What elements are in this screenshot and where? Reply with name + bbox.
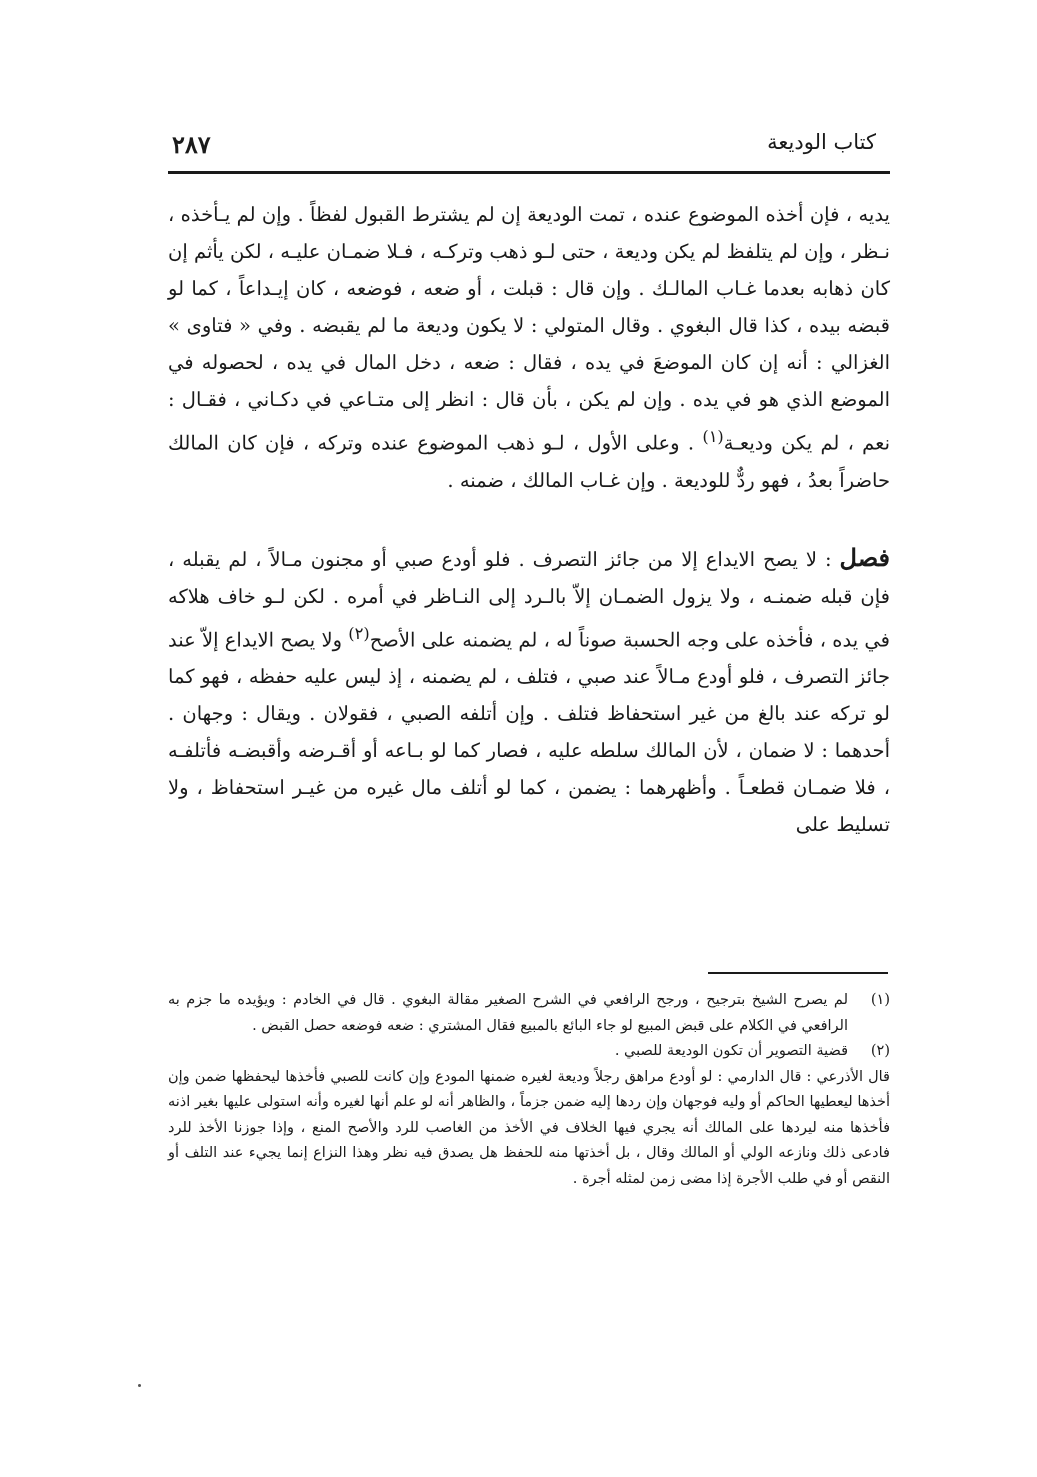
footnote-1-text: لم يصرح الشيخ بترجيح ، ورجح الرافعي في الشرح الصغير مقالة البغوي . قال في الخادم : ويؤيده ما جزم به الرافعي في الكلام على قبض المبيع لو جاء البائع بالمبيع فقال المشتري : ضعه فوضعه حصل القبض . <box>168 992 848 1034</box>
paragraph-1-end: . وعلى الأول ، لـو ذهب الموضوع عنده وتركه ، فإن كان المالك حاضراً بعدُ ، فهو ردٌّ للوديعة . وإن غـاب المالك ، ضمنه . <box>168 431 890 492</box>
header-divider <box>168 171 890 174</box>
page-speck <box>138 1384 141 1387</box>
paragraph-2-end: ولا يصح الايداع إلاّ عند جائز التصرف ، فلو أودع مـالاً عند صبي ، فتلف ، لم يضمنه ، إذ ليس عليه حفظه ، فهو كما لو تركه عند بالغ من غير استحفاظ فتلف . وإن أتلفه الصبي ، فقولان . ويقال : وجهان . أحدهما : لا ضمان ، لأن المالك سلطه عليه ، فصار كما لو بـاعه أو أقـرضه وأقبضـه فأتلفـه ، فلا ضمـان قطعـاً . وأظهرهما : يضمن ، كما لو أتلف مال غيره من غيـر استحفاظ ، ولا تسليط على <box>168 628 890 836</box>
footnote-ref-2: (٢) <box>348 623 370 643</box>
paragraph-2-text: : لا يصح الايداع إلا من جائز التصرف . فلو أودع صبي أو مجنون مـالاً ، لم يقبله ، فإن قبله ضمنـه ، ولا يزول الضمـان إلاّ بالـرد إلى النـاظر في أمره . لكن لـو خاف هلاكه في يده ، فأخذه على وجه الحسبة صوناً له ، لم يضمنه على الأصح <box>168 547 890 651</box>
footnote-1-number: (١) <box>870 992 890 1008</box>
footnote-2-text: قضية التصوير أن تكون الوديعة للصبي . <box>614 1043 848 1059</box>
footnote-ref-1: (١) <box>702 427 724 446</box>
page-number: ٢٨٧ <box>172 130 211 159</box>
paragraph-1 <box>168 196 890 499</box>
chapter-title: كتاب الوديعة <box>767 130 876 154</box>
footnote-divider <box>708 972 888 974</box>
main-text <box>168 196 890 843</box>
footnote-2-continuation: قال الأذرعي : قال الدارمي : لو أودع مراهق رجلاً وديعة لغيره ضمنها المودع وإن كانت للصبي فأخذها ليحفظها ضمن وإن أخذها ليعطيها الحاكم أو وليه فوجهان وإن ردها إليه ضمن جزماً ، والظاهر أنه لو علم أنها لغيره وأنه استولى عليها بغير اذنه فأخذها منه ليردها على المالك أنه يجري فيها الخلاف في الأخذ من الغاصب للرد والأصح المنع ، وإذا جوزنا الأخذ للرد فادعى ذلك ونازعه الولي أو المالك وقال ، بل أخذتها منه للحفظ هل يصدق فيه نظر وهذا النزاع إنما يجيء عند التلف أو النقص أو في طلب الأجرة إذا مضى زمن لمثله أجرة . <box>168 1068 890 1187</box>
footnote-2-number: (٢) <box>870 1043 890 1059</box>
footnotes <box>168 988 890 1192</box>
section-heading-fasl: فصل <box>839 542 890 572</box>
page-header <box>168 128 888 168</box>
footnote-1 <box>168 988 890 1039</box>
footnote-2 <box>168 1039 890 1065</box>
paragraph-2 <box>168 539 890 844</box>
paragraph-1-text: يديه ، فإن أخذه الموضوع عنده ، تمت الوديعة إن لم يشترط القبول لفظاً . وإن لم يـأخذه ، نـظر ، وإن لم يتلفظ لم يكن وديعة ، حتى لـو ذهب وتركـه ، فـلا ضمـان عليـه ، لكن يأثم إن كان ذهابه بعدما غـاب المالـك . وإن قال : قبلت ، أو ضعه ، فوضعه ، كان إيـداعاً ، كما لو قبضه بيده ، كذا قال البغوي . وقال المتولي : لا يكون وديعة ما لم يقبضه . وفي « فتاوى » الغزالي : أنه إن كان الموضعَ في يده ، فقال : ضعه ، دخل المال في يده ، لحصوله في الموضع الذي هو في يده . وإن لم يكن ، بأن قال : انظر إلى متـاعي في دكـاني ، فقـال : نعم ، لم يكن وديعـة <box>168 203 890 455</box>
